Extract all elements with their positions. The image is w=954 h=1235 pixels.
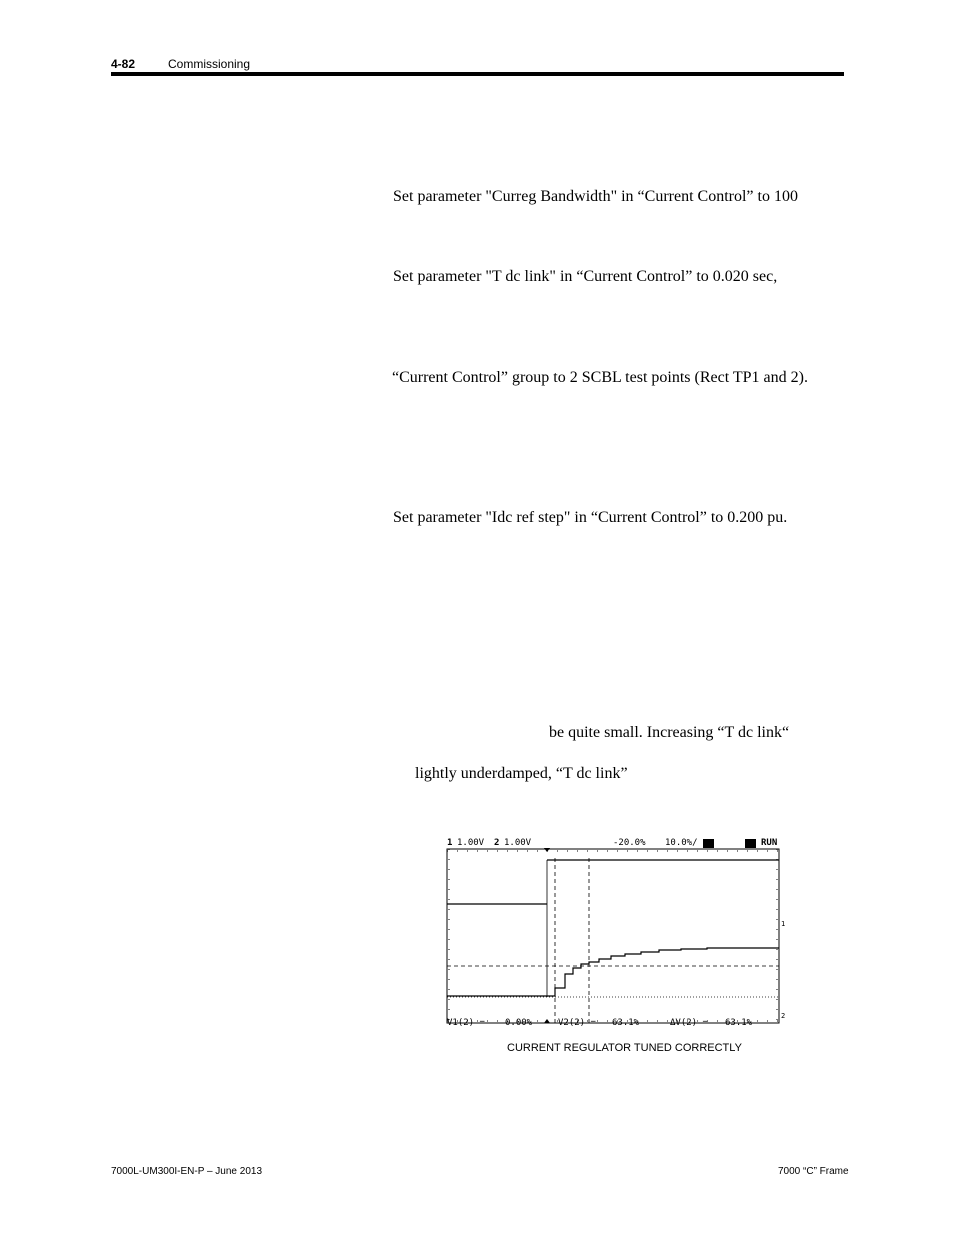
run-badge-icon [745, 839, 756, 848]
figure-caption: CURRENT REGULATOR TUNED CORRECTLY [507, 1042, 742, 1054]
ch2-scale: 1.00V [504, 838, 532, 848]
page-number: 4-82 [111, 57, 136, 71]
paragraph-underdamped: lightly underdamped, “T dc link” [415, 765, 628, 782]
dv-label: ΔV(2) = [670, 1018, 708, 1028]
channel-marker-1: 1 [781, 920, 786, 928]
current-response-trace [447, 948, 779, 996]
v1-value: 0.00% [505, 1018, 533, 1028]
paragraph-quite-small: be quite small. Increasing “T dc link“ [549, 724, 790, 741]
footer-document-id: 7000L-UM300I-EN-P – June 2013 [111, 1166, 263, 1177]
mode-badge-icon [703, 839, 714, 848]
footer-product: 7000 “C” Frame [778, 1166, 849, 1177]
paragraph-test-points: “Current Control” group to 2 SCBL test points (Rect TP1 and 2). [392, 369, 808, 386]
trigger-level: -20.0% [613, 838, 646, 848]
ch1-label: 1 [447, 838, 453, 848]
paragraph-t-dc-link: Set parameter "T dc link" in “Current Control” to 0.020 sec, [393, 268, 778, 285]
dv-value: 63.1% [725, 1018, 753, 1028]
ch1-scale: 1.00V [457, 838, 485, 848]
v2-value: 63.1% [612, 1018, 640, 1028]
section-title: Commissioning [168, 57, 251, 71]
channel-marker-2: 2 [781, 1012, 786, 1020]
run-status: RUN [761, 838, 778, 848]
v2-label: V2(2) = [558, 1018, 596, 1028]
paragraph-idc-ref-step: Set parameter "Idc ref step" in “Current Control” to 0.200 pu. [393, 509, 788, 526]
waveform-display [445, 848, 785, 1026]
header-rule [111, 72, 844, 76]
paragraph-curreg-bandwidth: Set parameter "Curreg Bandwidth" in “Current Control” to 100 [393, 188, 798, 205]
ch2-label: 2 [494, 838, 500, 848]
trigger-marker-icon [544, 848, 550, 852]
v1-label: V1(2) = [447, 1018, 485, 1028]
time-div: 10.0%/ [665, 838, 698, 848]
oscilloscope-figure [445, 836, 785, 1030]
trigger-marker-bottom-icon [544, 1019, 550, 1023]
